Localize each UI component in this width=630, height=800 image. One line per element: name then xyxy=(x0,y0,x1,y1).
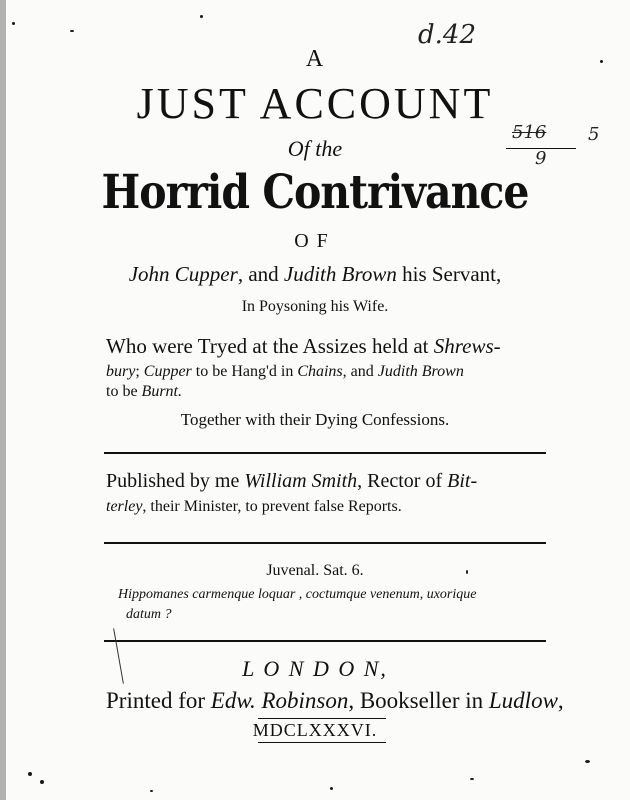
title-of: OF xyxy=(294,230,336,252)
place-shrewsbury: Shrews- xyxy=(433,334,501,358)
trial-separator: ; xyxy=(135,363,144,380)
published-text: , their Minister, to prevent false Reports. xyxy=(142,498,402,515)
trial-line-3 xyxy=(106,383,182,401)
published-line-2 xyxy=(106,498,402,516)
imprint-printed-line xyxy=(106,688,564,714)
imprint-text: Printed for xyxy=(106,688,206,713)
word-burnt: Burnt. xyxy=(141,383,182,400)
divider-rule xyxy=(104,452,546,454)
name-edw-robinson: Edw. Robinson xyxy=(210,688,349,713)
scan-speck xyxy=(28,772,32,776)
place-ludlow: Ludlow xyxy=(488,688,558,713)
motto-line-2: datum ? xyxy=(126,607,172,622)
title-horrid-contrivance: Horrid Contrivance xyxy=(101,164,529,220)
names-and: , and xyxy=(237,262,279,286)
name-cupper: Cupper xyxy=(143,363,192,380)
published-text: Published by me xyxy=(106,470,240,492)
name-john-cupper: John Cupper xyxy=(128,262,238,286)
year-overline xyxy=(258,718,386,719)
place-shrewsbury-end: bury xyxy=(106,363,136,380)
handwritten-fraction-bottom: 9 xyxy=(535,148,547,169)
name-judith-brown: Judith Brown xyxy=(283,262,397,286)
names-his-servant: his Servant, xyxy=(402,262,502,286)
published-line-1 xyxy=(106,470,477,493)
scan-speck xyxy=(200,15,203,18)
scan-speck xyxy=(12,22,15,25)
scan-speck xyxy=(150,790,153,792)
place-bitterley: Bit- xyxy=(447,470,478,492)
divider-rule xyxy=(104,542,546,544)
scan-speck xyxy=(470,778,474,780)
divider-rule xyxy=(104,640,546,642)
scan-speck xyxy=(70,30,74,32)
trial-line-2 xyxy=(106,363,464,381)
title-article: A xyxy=(305,46,325,72)
year-underline xyxy=(258,742,386,743)
trial-text: to be Hang'd in xyxy=(191,363,298,380)
place-bitterley-end: terley xyxy=(106,498,143,515)
trial-text: Who were Tryed at the Assizes held at xyxy=(106,334,429,358)
handwritten-fraction-top: 516 xyxy=(512,122,547,143)
word-chains: Chains xyxy=(297,363,343,380)
scan-speck xyxy=(330,787,333,790)
scan-speck xyxy=(585,760,590,763)
together-line: Together with their Dying Confessions. xyxy=(180,410,450,429)
title-line-just-account: JUST ACCOUNT xyxy=(136,79,494,128)
handwritten-shelfmark: d.42 xyxy=(418,20,476,50)
motto-line-1: Hippomanes carmenque loquar , coctumque venenum, uxorique xyxy=(118,587,477,602)
names-line xyxy=(0,262,630,287)
trial-line-1 xyxy=(106,334,501,359)
imprint-city: L O N D O N, xyxy=(242,656,388,681)
published-text: , Rector of xyxy=(357,470,443,492)
scan-speck xyxy=(40,780,44,784)
title-of-the: Of the xyxy=(287,136,343,161)
handwritten-fraction-suffix: 5 xyxy=(588,124,600,145)
imprint-year: MDCLXXXVI. xyxy=(252,720,378,740)
imprint-text: , xyxy=(557,688,564,713)
trial-text: to be xyxy=(106,383,142,400)
name-judith-brown: Judith Brown xyxy=(377,363,464,380)
poisoning-line: In Poysoning his Wife. xyxy=(241,298,389,315)
name-william-smith: William Smith xyxy=(244,470,358,492)
imprint-text: , Bookseller in xyxy=(348,688,484,713)
motto-source: Juvenal. Sat. 6. xyxy=(266,562,364,579)
trial-text: , and xyxy=(342,363,378,380)
